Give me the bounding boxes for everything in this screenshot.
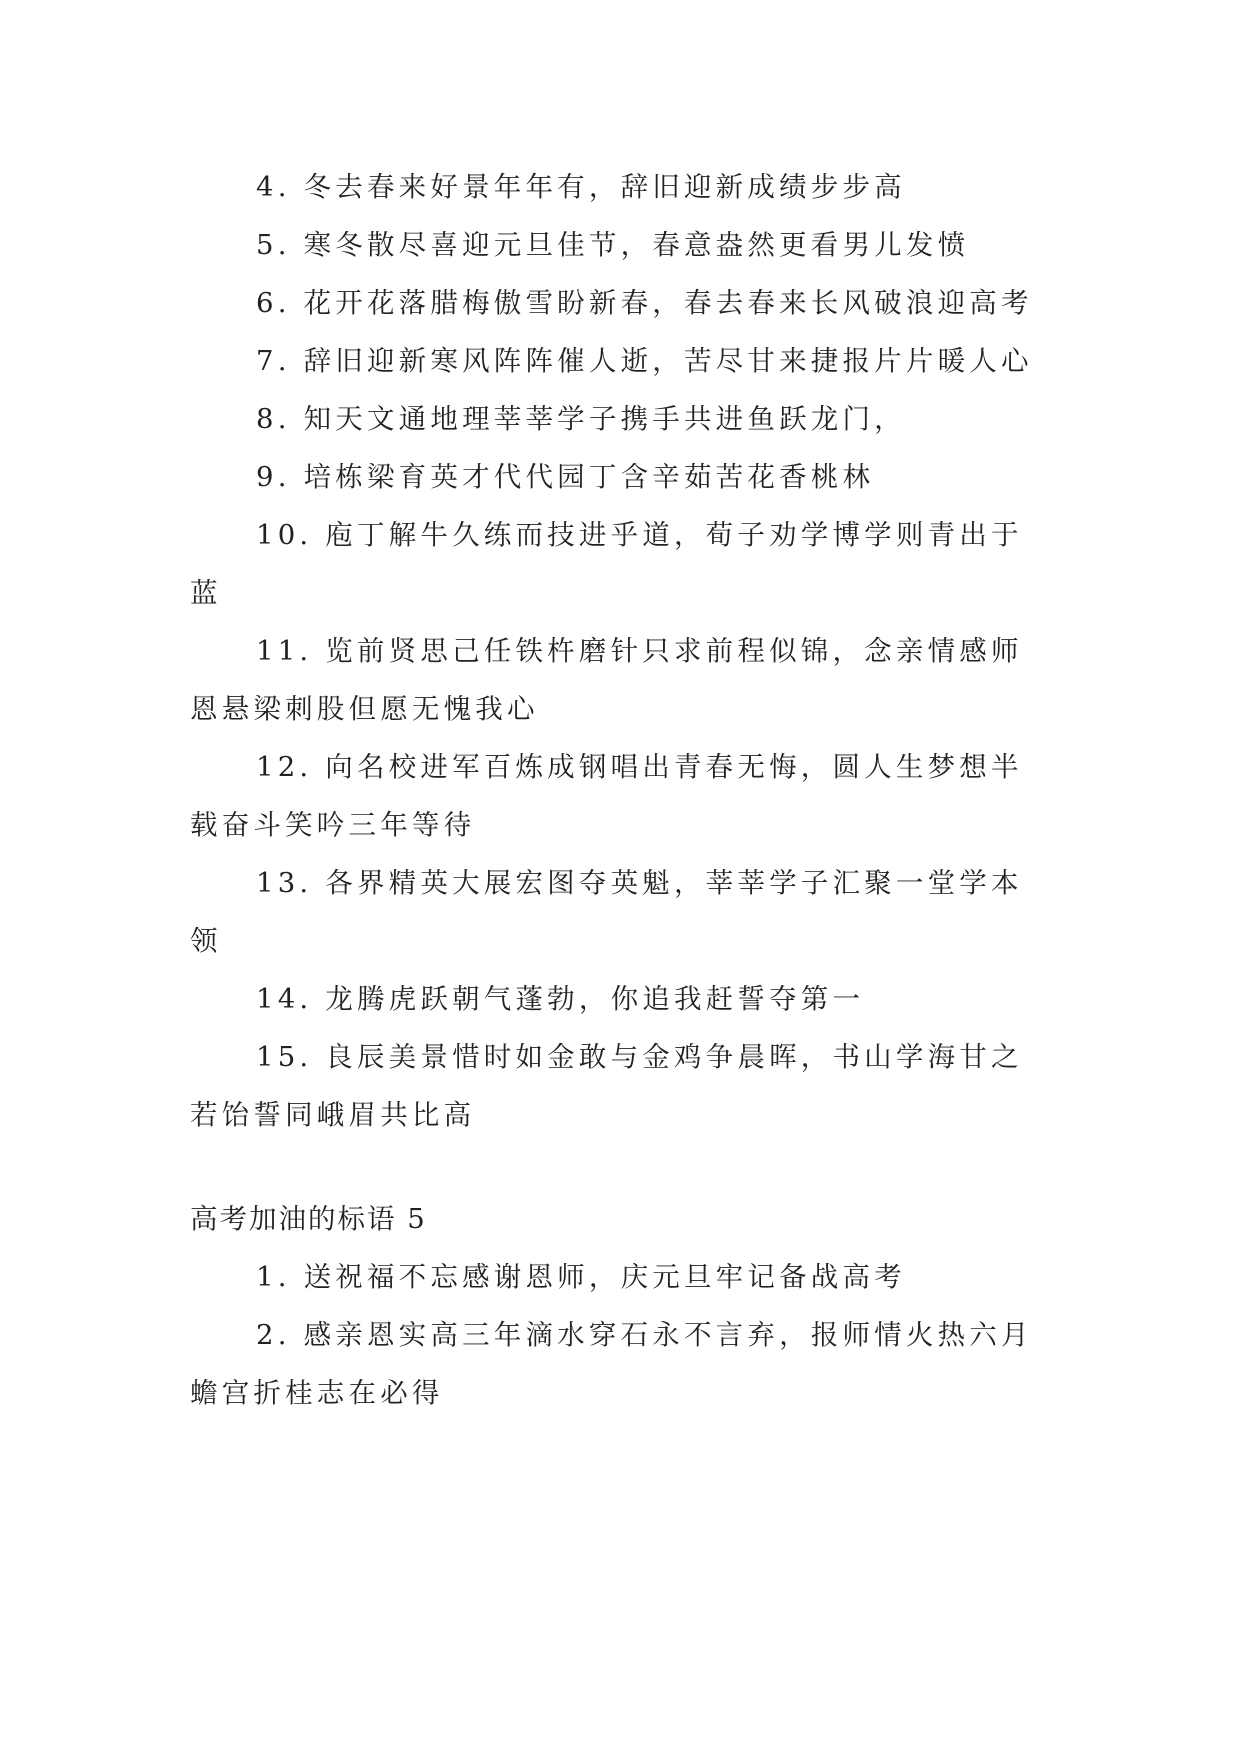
slogan-item: 11. 览前贤思己任铁杵磨针只求前程似锦，念亲情感师恩悬梁刺股但愿无愧我心 (190, 635, 1023, 725)
slogan-item: 2. 感亲恩实高三年滴水穿石永不言弃，报师情火热六月蟾宫折桂志在必得 (190, 1319, 1033, 1409)
slogan-item: 4. 冬去春来好景年年有，辞旧迎新成绩步步高 (256, 171, 906, 203)
slogan-item: 12. 向名校进军百炼成钢唱出青春无悔，圆人生梦想半载奋斗笑吟三年等待 (190, 751, 1023, 841)
slogan-item: 9. 培栋梁育英才代代园丁含辛茹苦花香桃林 (256, 461, 875, 493)
document-body (190, 158, 1050, 1422)
slogan-item: 10. 庖丁解牛久练而技进乎道，荀子劝学博学则青出于蓝 (190, 519, 1023, 609)
slogan-item: 14. 龙腾虎跃朝气蓬勃，你追我赶誓夺第一 (256, 983, 865, 1015)
slogan-item: 7. 辞旧迎新寒风阵阵催人逝，苦尽甘来捷报片片暖人心 (256, 345, 1033, 377)
slogan-item: 5. 寒冬散尽喜迎元旦佳节，春意盎然更看男儿发愤 (256, 229, 970, 261)
slogan-item: 8. 知天文通地理莘莘学子携手共进鱼跃龙门， (256, 403, 906, 435)
slogan-item: 6. 花开花落腊梅傲雪盼新春，春去春来长风破浪迎高考 (256, 287, 1033, 319)
slogan-item: 1. 送祝福不忘感谢恩师，庆元旦牢记备战高考 (256, 1261, 906, 1293)
slogan-item: 15. 良辰美景惜时如金敢与金鸡争晨晖，书山学海甘之若饴誓同峨眉共比高 (190, 1041, 1023, 1131)
section-heading: 高考加油的标语 5 (190, 1203, 427, 1235)
slogan-item: 13. 各界精英大展宏图夺英魁，莘莘学子汇聚一堂学本领 (190, 867, 1023, 957)
